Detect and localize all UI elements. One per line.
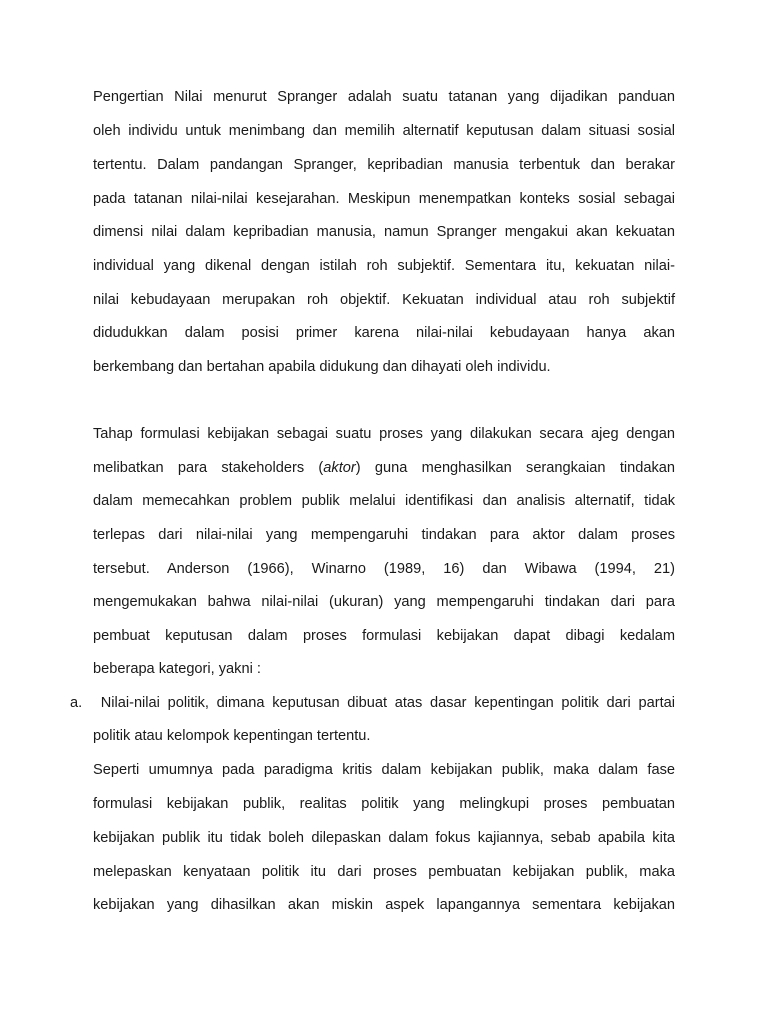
list-marker: a.	[70, 695, 83, 711]
text-line: melepaskan kenyataan politik itu dari proses pembuatan kebijakan publik, maka	[93, 864, 675, 880]
text-line: berkembang dan bertahan apabila didukung dan dihayati oleh individu.	[93, 359, 551, 375]
text-line: mengemukakan bahwa nilai-nilai (ukuran) yang mempengaruhi tindakan dari para	[93, 594, 675, 610]
text-line: Nilai-nilai politik, dimana keputusan dibuat atas dasar kepentingan politik dari partai	[93, 695, 675, 711]
text-segment: ) guna menghasilkan serangkaian tindakan	[355, 460, 676, 476]
text-segment: melibatkan para stakeholders (	[93, 460, 324, 476]
text-line: Tahap formulasi kebijakan sebagai suatu proses yang dilakukan secara ajeg dengan	[93, 426, 675, 442]
text-line: politik atau kelompok kepentingan tertentu.	[93, 728, 371, 744]
text-line: individual yang dikenal dengan istilah roh subjektif. Sementara itu, kekuatan nilai-	[93, 258, 675, 274]
text-line: Seperti umumnya pada paradigma kritis dalam kebijakan publik, maka dalam fase	[93, 762, 675, 778]
text-line-with-italic	[93, 458, 675, 478]
text-line: didudukkan dalam posisi primer karena nilai-nilai kebudayaan hanya akan	[93, 325, 675, 341]
text-line: kebijakan yang dihasilkan akan miskin aspek lapangannya sementara kebijakan	[93, 897, 675, 913]
text-line: Pengertian Nilai menurut Spranger adalah suatu tatanan yang dijadikan panduan	[93, 89, 675, 105]
text-line: nilai kebudayaan merupakan roh objektif. Kekuatan individual atau roh subjektif	[93, 292, 675, 308]
text-line: dimensi nilai dalam kepribadian manusia, namun Spranger mengakui akan kekuatan	[93, 224, 675, 240]
text-line: tersebut. Anderson (1966), Winarno (1989, 16) dan Wibawa (1994, 21)	[93, 561, 675, 577]
text-line: tertentu. Dalam pandangan Spranger, kepribadian manusia terbentuk dan berakar	[93, 157, 675, 173]
text-line: beberapa kategori, yakni :	[93, 661, 261, 677]
text-line: oleh individu untuk menimbang dan memilih alternatif keputusan dalam situasi sosial	[93, 123, 675, 139]
text-line: pada tatanan nilai-nilai kesejarahan. Meskipun menempatkan konteks sosial sebagai	[93, 191, 675, 207]
text-line: formulasi kebijakan publik, realitas politik yang melingkupi proses pembuatan	[93, 796, 675, 812]
text-line: dalam memecahkan problem publik melalui identifikasi dan analisis alternatif, tidak	[93, 493, 675, 509]
text-line: terlepas dari nilai-nilai yang mempengaruhi tindakan para aktor dalam proses	[93, 527, 675, 543]
text-line: pembuat keputusan dalam proses formulasi kebijakan dapat dibagi kedalam	[93, 628, 675, 644]
italic-term: aktor	[323, 460, 356, 476]
text-line: kebijakan publik itu tidak boleh dilepaskan dalam fokus kajiannya, sebab apabila kita	[93, 830, 675, 846]
